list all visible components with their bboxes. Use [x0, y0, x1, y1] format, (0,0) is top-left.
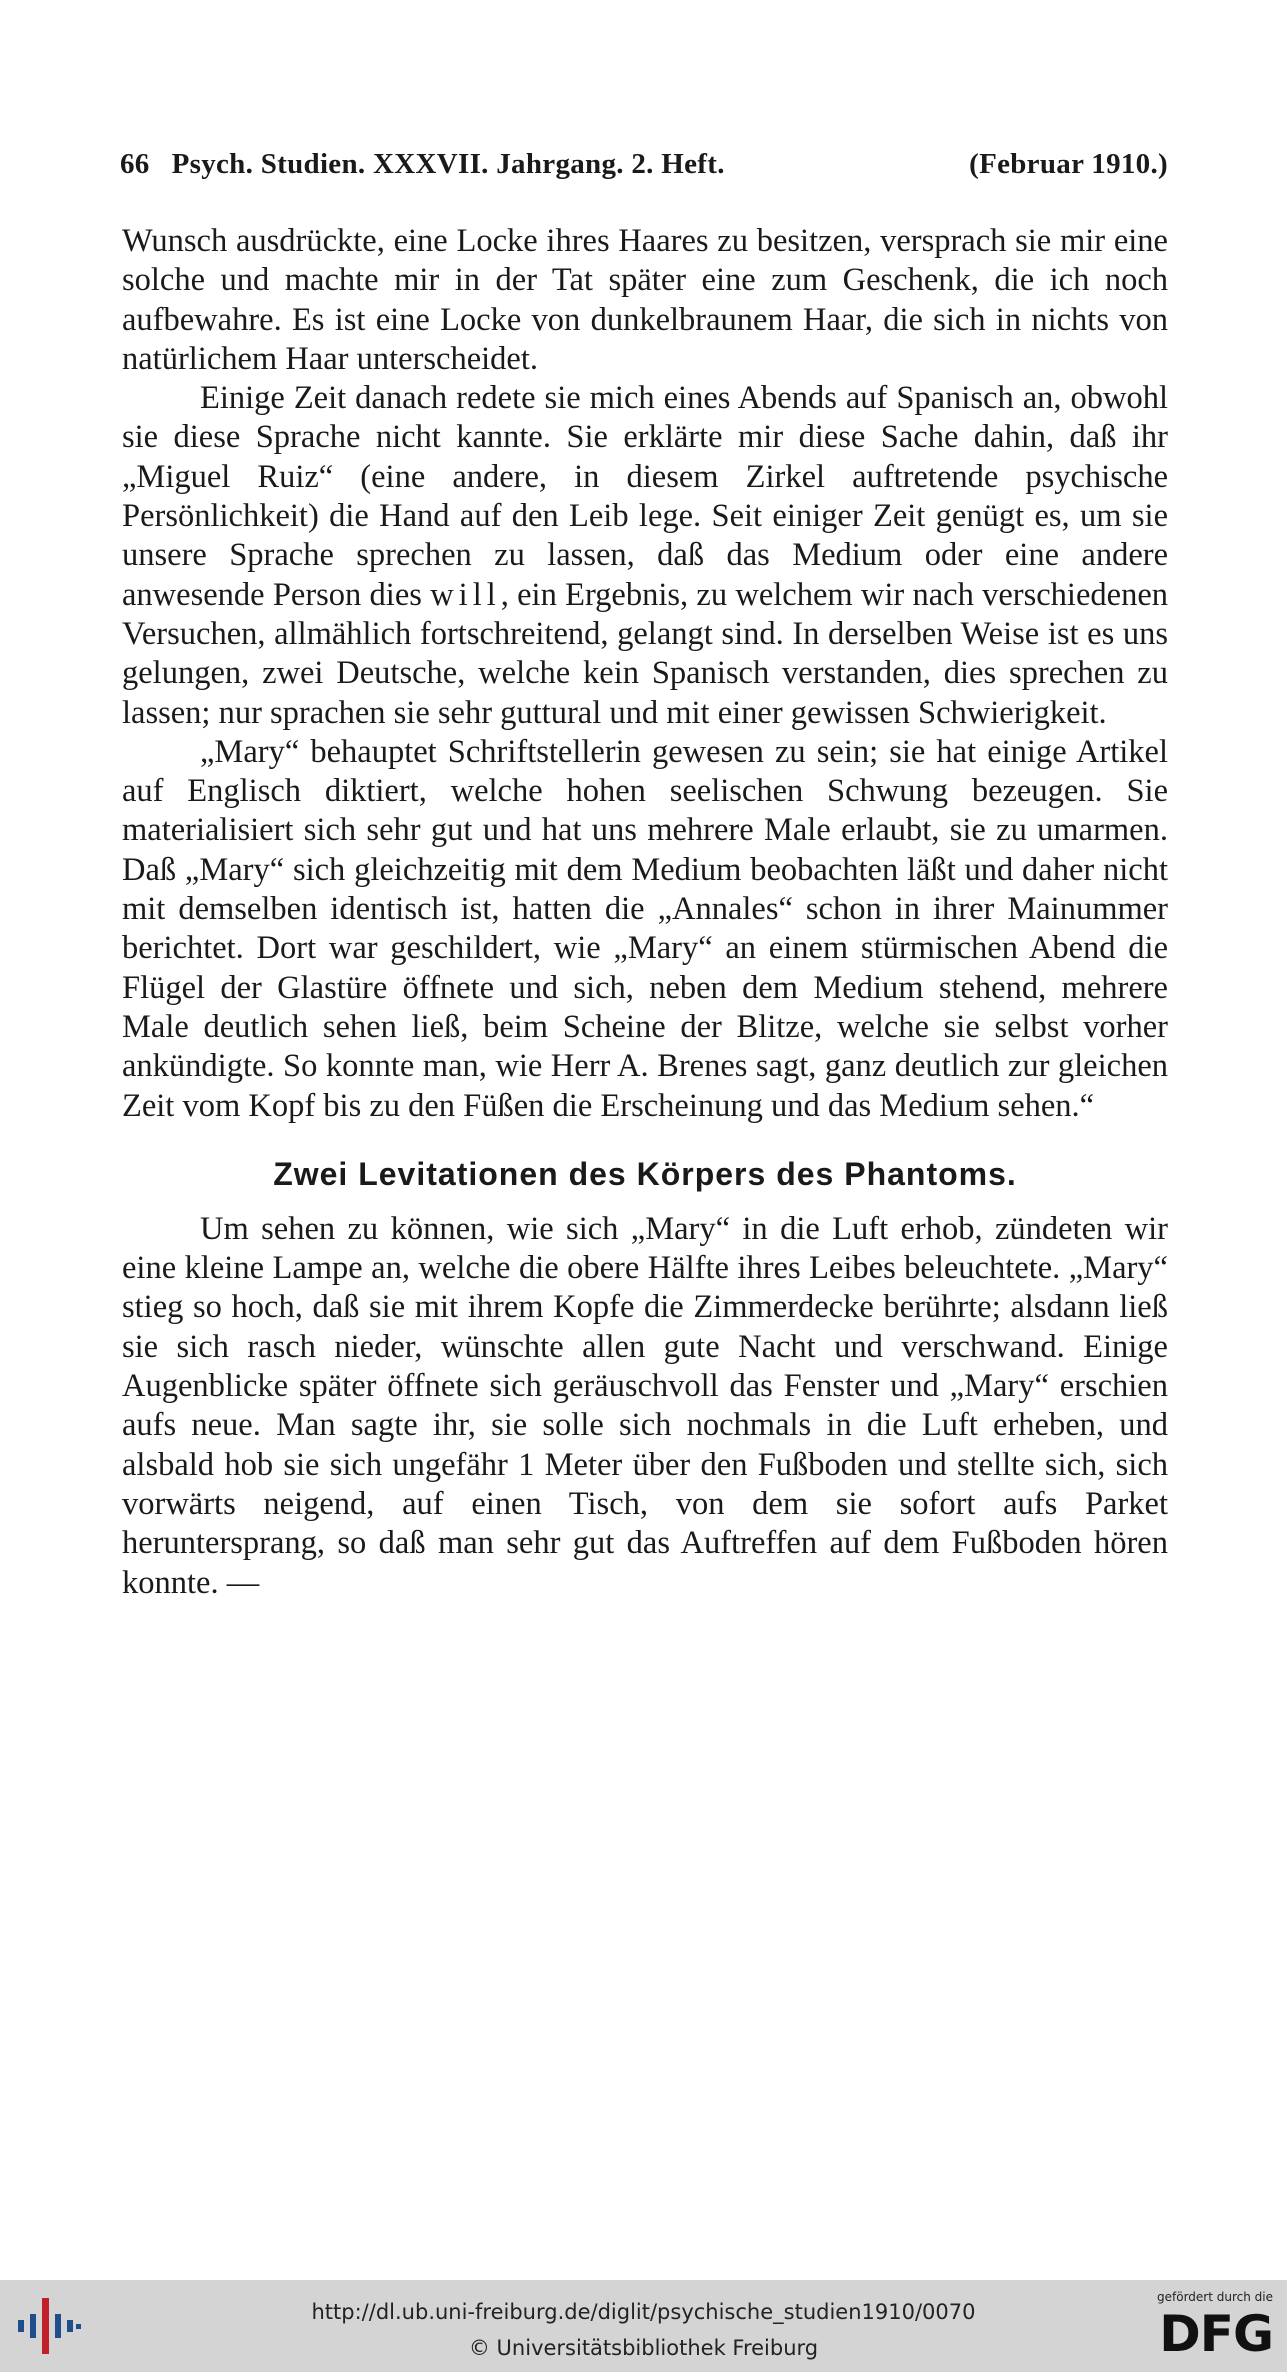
running-header — [120, 148, 1168, 192]
page-body — [122, 222, 1168, 1603]
section-heading: Zwei Levitationen des Körpers des Phantoms. — [273, 1155, 1017, 1192]
dfg-logo-text: DFG — [1159, 2305, 1273, 2363]
funder-caption: gefördert durch die — [1157, 2290, 1273, 2304]
copyright-notice: © Universitätsbibliothek Freiburg — [468, 2336, 819, 2360]
paragraph-3: „Mary“ behauptet Schriftstellerin gewesen zu sein; sie hat einige Artikel auf Englisch diktiert, welche hohen seelischen Schwung bezeugen. Sie materialisiert sich sehr gut und hat uns mehrere Male erlaubt, sie zu umarmen. Daß „Mary“ sich gleichzeitig mit dem Medium beobachten läßt und daher nicht mit demselben identisch ist, hatten die „Annales“ schon in ihrer Mainummer berichtet. Dort war geschildert, wie „Mary“ an einem stürmischen Abend die Flügel der Glastüre öffnete und sich, neben dem Medium stehend, mehrere Male deutlich sehen ließ, beim Scheine der Blitze, welche sie selbst vorher ankündigte. So konnte man, wie Herr A. Brenes sagt, ganz deutlich zur gleichen Zeit vom Kopf bis zu den Füßen die Erscheinung und das Medium sehen.“ — [122, 733, 1168, 1124]
running-title: Psych. Studien. XXXVII. Jahrgang. 2. Heft. — [171, 148, 725, 180]
emphasis-will: will — [430, 576, 501, 613]
paragraph-4: Um sehen zu können, wie sich „Mary“ in die Luft erhob, zündeten wir eine kleine Lampe an, welche die obere Hälfte ihres Leibes beleuchtete. „Mary“ stieg so hoch, daß sie mit ihrem Kopfe die Zimmerdecke berührte; alsdann ließ sie sich rasch nieder, wünschte allen gute Nacht und verschwand. Einige Augenblicke später öffnete sich geräuschvoll das Fenster und „Mary“ erschien aufs neue. Man sagte ihr, sie solle sich nochmals in die Luft erheben, und alsbald hob sie sich ungefähr 1 Meter über den Fußboden und stellte sich, sich vorwärts neigend, auf einen Tisch, von dem sie sofort aufs Parket heruntersprang, so daß man sehr gut das Auftreffen auf dem Fußboden hören konnte. — — [122, 1210, 1168, 1601]
paragraph-2-part-b: , ein Ergebnis, zu welchem wir nach verschiedenen Versuchen, allmählich fortschreitend, gelangt sind. In derselben Weise ist es uns gelungen, zwei Deutsche, welche kein Spanisch verstanden, dies sprechen zu lassen; nur sprachen sie sehr guttural und mit einer gewissen Schwierigkeit. — [122, 576, 1168, 731]
paragraph-2 — [122, 379, 1168, 733]
source-url[interactable]: http://dl.ub.uni-freiburg.de/diglit/psychische_studien1910/0070 — [311, 2300, 976, 2324]
footer-bar — [0, 2280, 1287, 2372]
paragraph-1: Wunsch ausdrückte, eine Locke ihres Haares zu besitzen, versprach sie mir eine solche und machte mir in der Tat später eine zum Geschenk, die ich noch aufbewahre. Es ist eine Locke von dunkelbraunem Haar, die sich in nichts von natürlichem Haar unterscheidet. — [122, 223, 1168, 377]
page-number: 66 — [120, 148, 150, 180]
dfg-logo — [1133, 2290, 1273, 2364]
paragraph-2-part-a: Einige Zeit danach redete sie mich eines Abends auf Spanisch an, obwohl sie diese Sprache nicht kannte. Sie erklärte mir diese Sache dahin, daß ihr „Miguel Ruiz“ (eine andere, in diesem Zirkel auftretende psychische Persönlichkeit) die Hand auf den Leib lege. Seit einiger Zeit genügt es, um sie unsere Sprache sprechen zu lassen, daß das Medium oder eine andere anwesende Person dies — [122, 380, 1168, 613]
issue-date: (Februar 1910.) — [969, 148, 1168, 180]
